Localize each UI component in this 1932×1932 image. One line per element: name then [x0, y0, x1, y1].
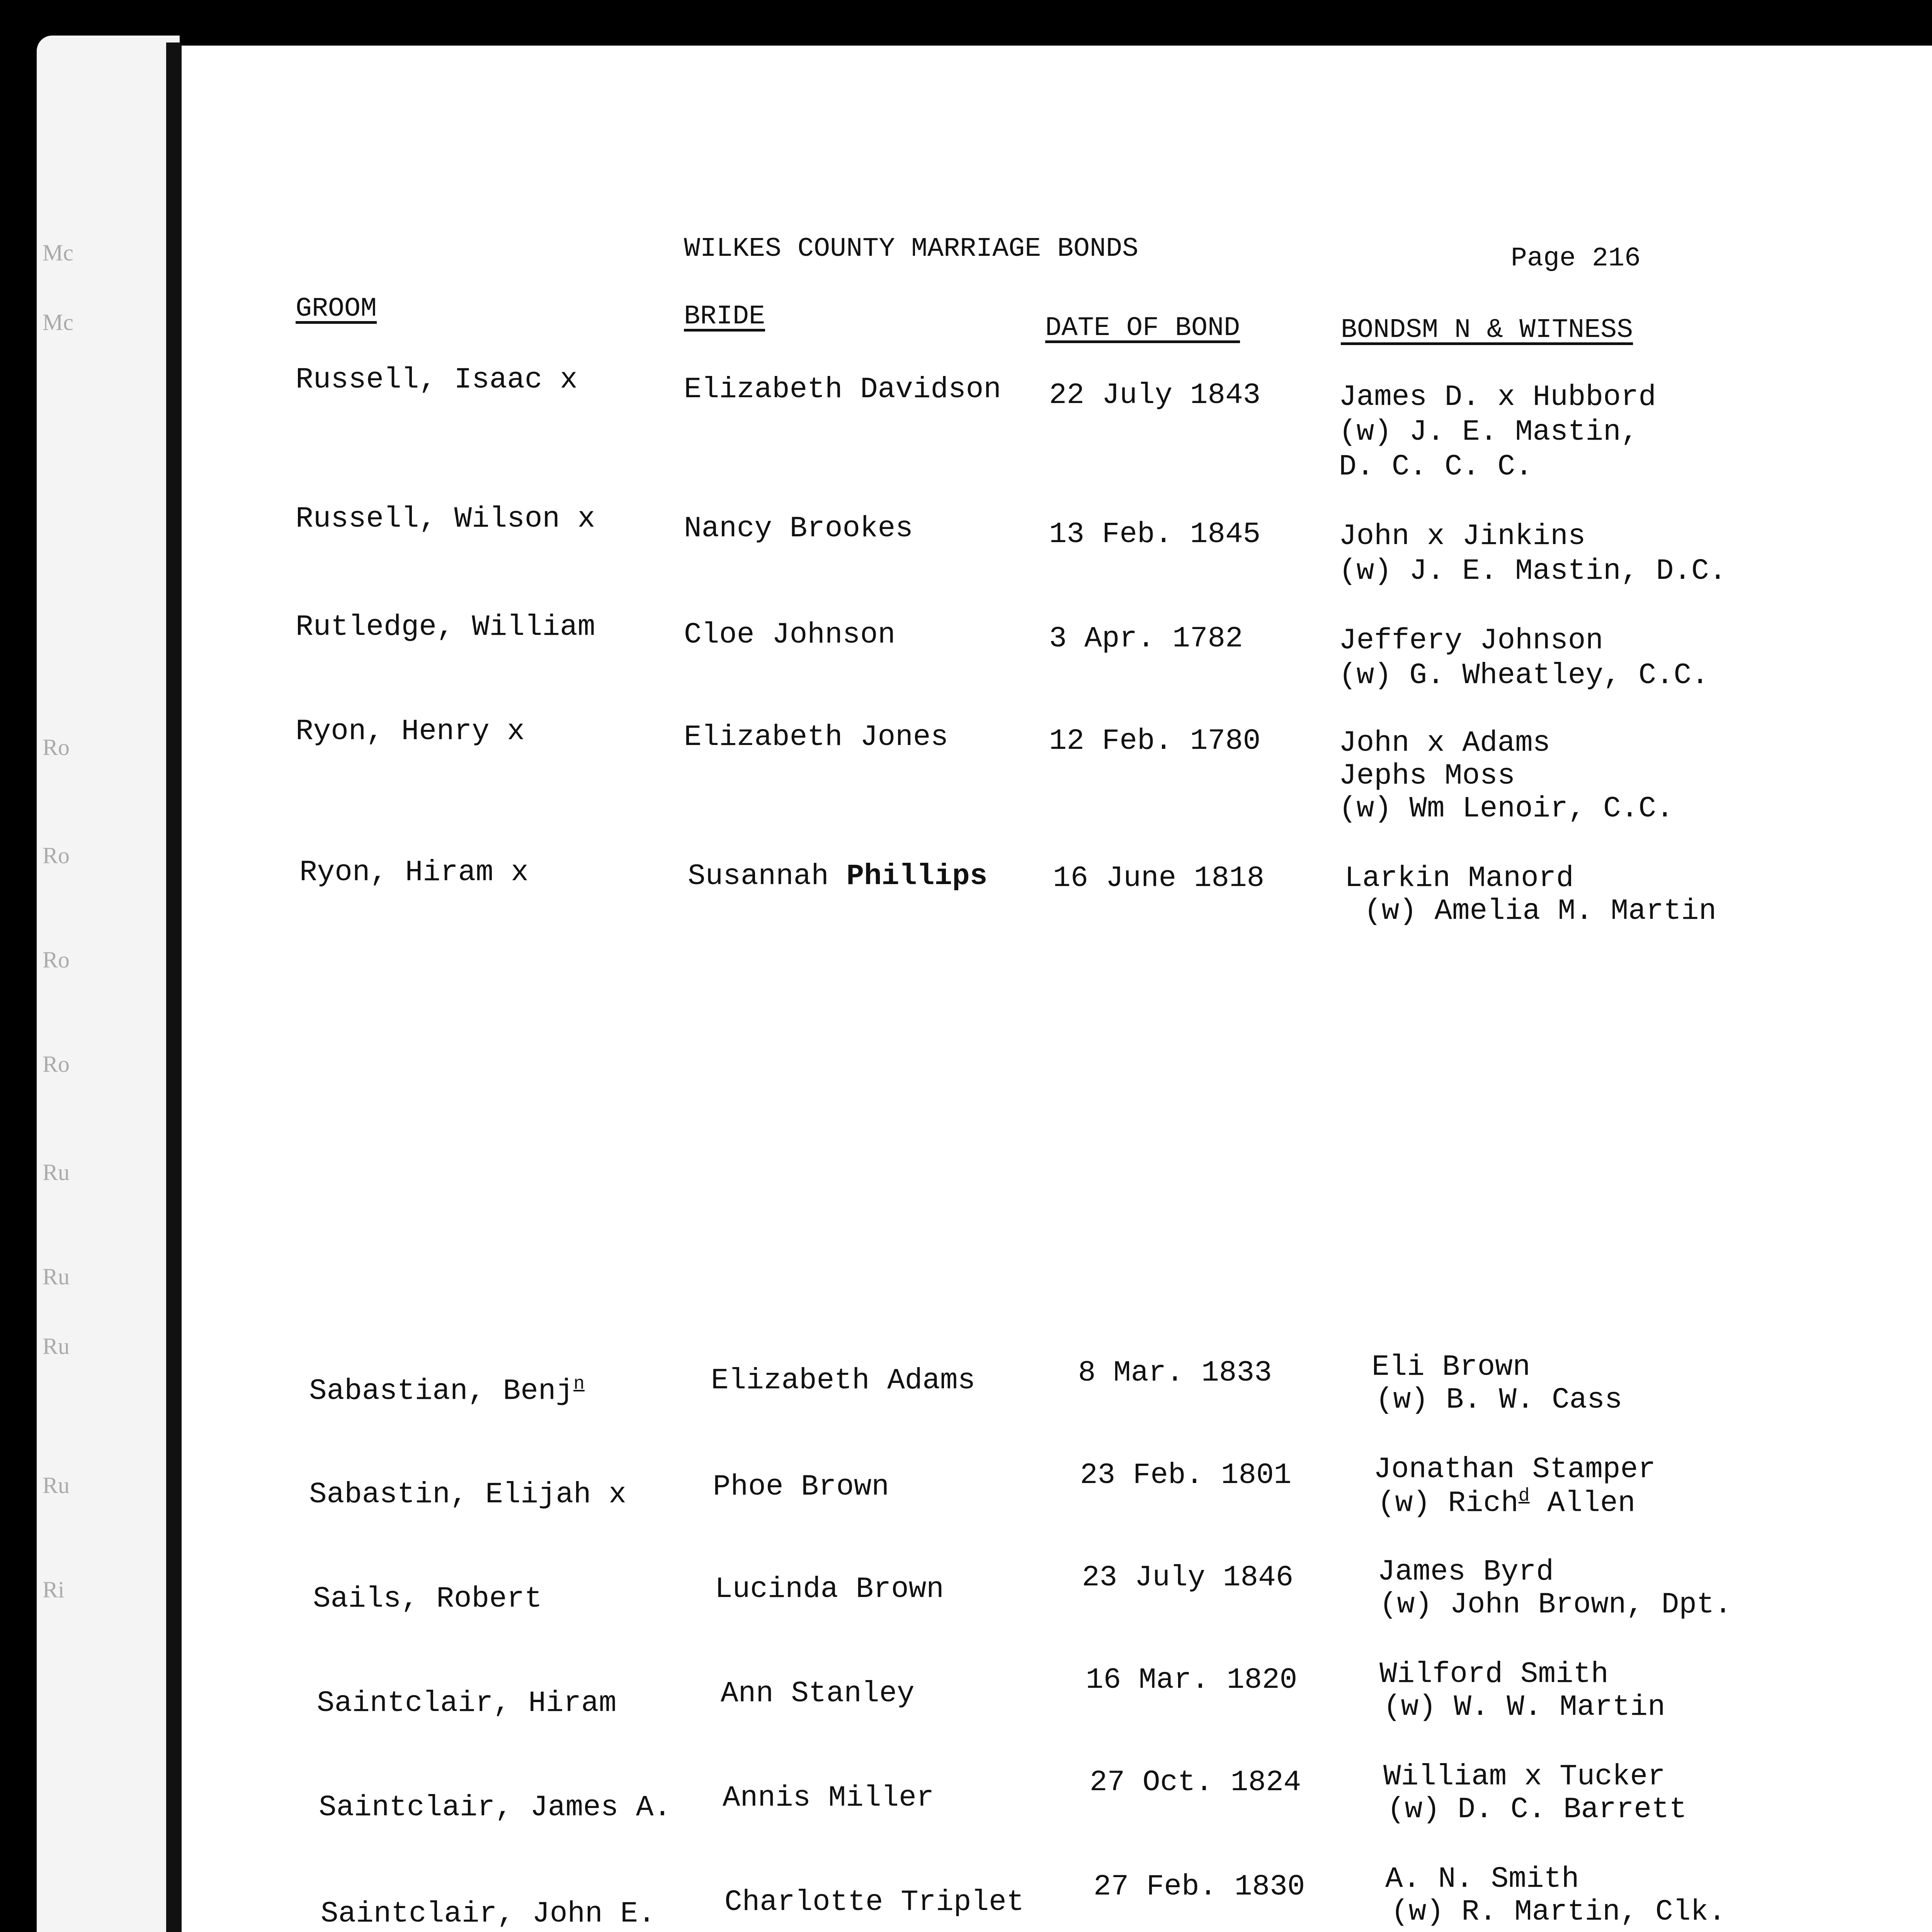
- ghost-margin-text: Ru: [43, 1160, 70, 1185]
- witness-line: (w) D. C. Barrett: [1387, 1793, 1687, 1826]
- bond-date: 16 June 1818: [1053, 862, 1265, 895]
- bride-name: Phoe Brown: [713, 1470, 889, 1503]
- bondsman-line: William x Tucker: [1383, 1760, 1665, 1793]
- bride-name: Lucinda Brown: [715, 1573, 944, 1606]
- bride-name: Ann Stanley: [721, 1677, 915, 1710]
- bondsman-line: Jephs Moss: [1339, 759, 1515, 793]
- witness-text: Allen: [1547, 1486, 1636, 1520]
- bond-date: 23 July 1846: [1082, 1561, 1294, 1594]
- document-title: WILKES COUNTY MARRIAGE BONDS: [684, 234, 1139, 264]
- ghost-margin-text: Mc: [43, 310, 73, 335]
- column-header-bride: BRIDE: [684, 301, 765, 332]
- bride-name: Elizabeth Jones: [684, 721, 949, 754]
- ghost-margin-text: Ru: [43, 1333, 70, 1359]
- bondsman-line: James D. x Hubbord: [1339, 381, 1656, 414]
- bondsman-line: John x Adams: [1339, 726, 1551, 760]
- witness-line: (w) Amelia M. Martin: [1364, 895, 1717, 928]
- witness-line: [1378, 1486, 1635, 1520]
- witness-line: (w) J. E. Mastin, D.C.: [1339, 554, 1727, 588]
- witness-line: (w) B. W. Cass: [1376, 1383, 1622, 1417]
- ghost-margin-text: Ro: [43, 1051, 70, 1077]
- witness-line: D. C. C. C.: [1339, 450, 1533, 483]
- groom-name: Saintclair, Hiram: [317, 1687, 617, 1720]
- bride-first-name: Susannah: [688, 860, 829, 893]
- ghost-margin-text: Ru: [43, 1264, 70, 1289]
- witness-line: (w) W. W. Martin: [1383, 1690, 1665, 1724]
- ghost-margin-text: Ro: [43, 843, 70, 868]
- ghost-margin-text: Ro: [43, 947, 70, 973]
- bond-date: 3 Apr. 1782: [1049, 622, 1243, 655]
- bond-date: 8 Mar. 1833: [1078, 1356, 1272, 1389]
- groom-name: Ryon, Hiram x: [299, 856, 529, 889]
- bondsman-line: John x Jinkins: [1339, 520, 1586, 553]
- witness-line: (w) G. Wheatley, C.C.: [1339, 659, 1709, 692]
- bondsman-line: James Byrd: [1378, 1555, 1554, 1588]
- bond-date: 23 Feb. 1801: [1080, 1459, 1292, 1492]
- groom-name: [309, 1374, 585, 1408]
- bondsman-line: Larkin Manord: [1345, 862, 1574, 895]
- bondsman-line: A. N. Smith: [1385, 1862, 1579, 1896]
- groom-name: Russell, Wilson x: [296, 502, 595, 536]
- ghost-margin-text: Ri: [43, 1577, 65, 1602]
- ghost-margin-text: Mc: [43, 240, 73, 265]
- groom-name: Rutledge, William: [296, 611, 595, 644]
- groom-name: Saintclair, John E.: [321, 1897, 656, 1930]
- witness-line: (w) John Brown, Dpt.: [1379, 1588, 1732, 1621]
- bond-date: 27 Oct. 1824: [1090, 1766, 1301, 1799]
- witness-text: (w) Rich: [1378, 1486, 1519, 1520]
- bride-name: Elizabeth Adams: [711, 1364, 976, 1397]
- bride-name: [688, 860, 987, 893]
- bondsman-line: Eli Brown: [1372, 1350, 1531, 1384]
- binding-shadow: [166, 43, 182, 1932]
- bride-name: Elizabeth Davidson: [684, 373, 1001, 406]
- column-header-groom: GROOM: [296, 294, 377, 324]
- column-header-date: DATE OF BOND: [1045, 313, 1240, 344]
- abbreviation-superscript: n: [573, 1374, 585, 1395]
- bride-name: Cloe Johnson: [684, 618, 896, 651]
- column-header-bondsmen: BONDSM N & WITNESS: [1341, 315, 1633, 345]
- page-number: Page 216: [1511, 243, 1641, 274]
- groom-name: Sabastin, Elijah x: [309, 1478, 626, 1511]
- bride-last-name: Phillips: [846, 860, 988, 893]
- witness-line: (w) R. Martin, Clk.: [1391, 1895, 1726, 1929]
- bride-name: Annis Miller: [723, 1781, 934, 1815]
- witness-line: (w) J. E. Mastin,: [1339, 415, 1639, 449]
- bond-date: 12 Feb. 1780: [1049, 724, 1261, 758]
- bondsman-line: Jonathan Stamper: [1374, 1453, 1656, 1486]
- bond-date: 22 July 1843: [1049, 379, 1261, 412]
- groom-name: Ryon, Henry x: [296, 715, 525, 748]
- bond-date: 16 Mar. 1820: [1086, 1663, 1298, 1697]
- bondsman-line: Wilford Smith: [1379, 1658, 1609, 1691]
- abbreviation-superscript: d: [1518, 1486, 1530, 1507]
- ghost-margin-text: Ru: [43, 1473, 70, 1498]
- bondsman-line: Jeffery Johnson: [1339, 624, 1604, 657]
- groom-name: Sails, Robert: [313, 1582, 542, 1616]
- groom-name-text: Sabastian, Benj: [309, 1374, 574, 1408]
- bond-date: 27 Feb. 1830: [1094, 1870, 1305, 1903]
- bond-date: 13 Feb. 1845: [1049, 518, 1261, 551]
- groom-name: Saintclair, James A.: [319, 1791, 672, 1824]
- ghost-margin-text: Ro: [43, 735, 70, 760]
- witness-line: (w) Wm Lenoir, C.C.: [1339, 792, 1674, 825]
- groom-name: Russell, Isaac x: [296, 363, 578, 396]
- bride-name: Charlotte Triplet: [724, 1886, 1024, 1919]
- bride-name: Nancy Brookes: [684, 512, 913, 545]
